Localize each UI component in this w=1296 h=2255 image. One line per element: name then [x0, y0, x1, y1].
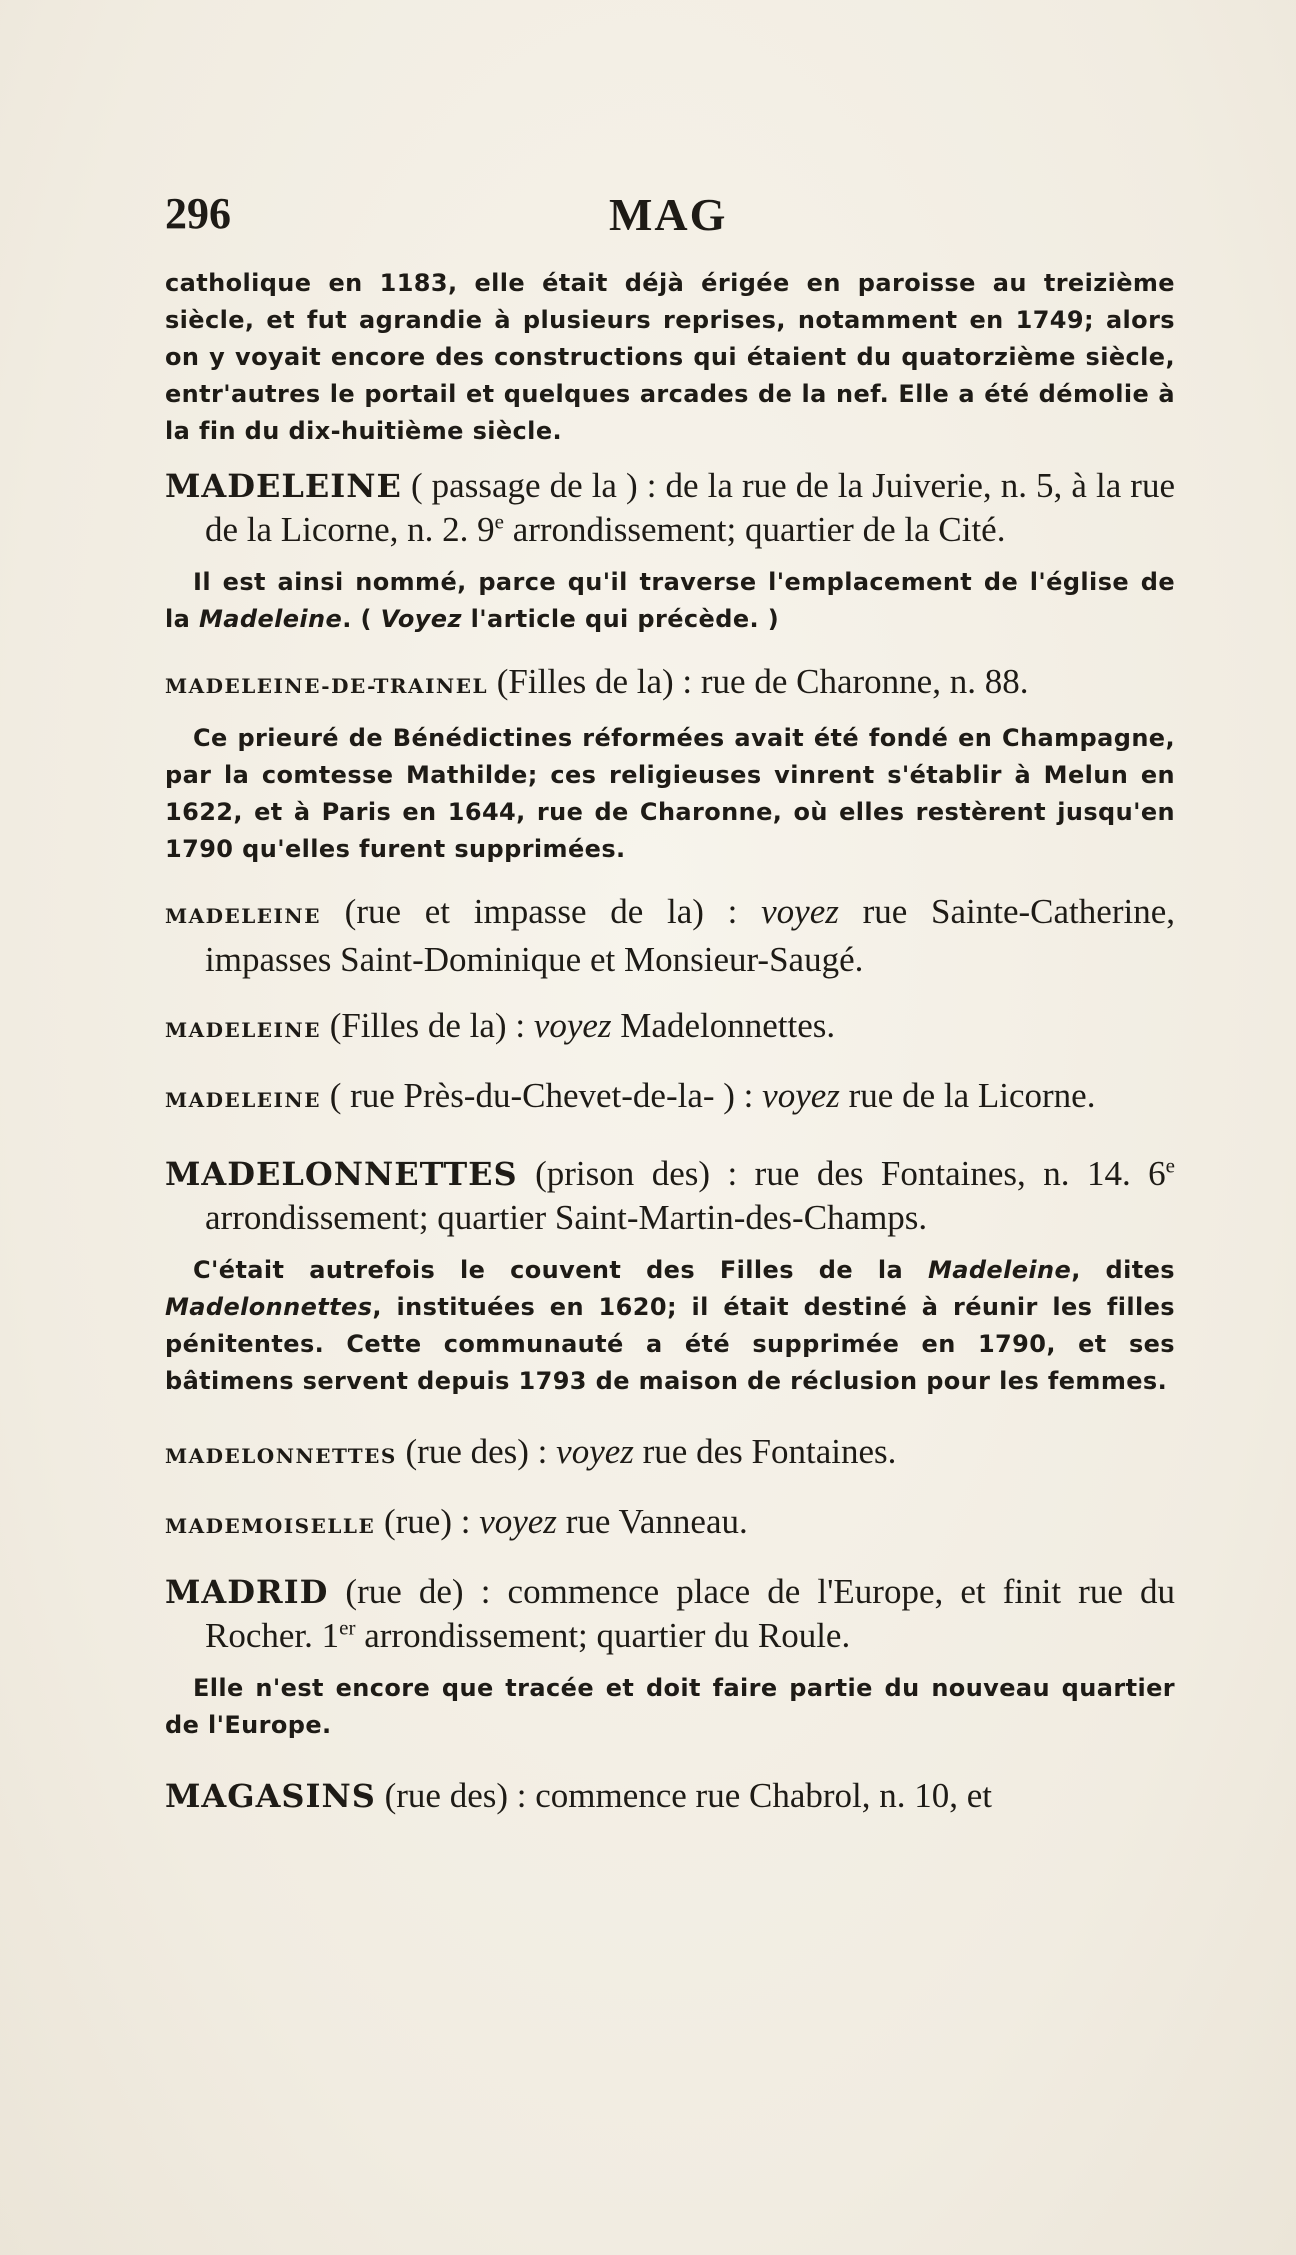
entry-text: (rue des) : commence rue Chabrol, n. 10, et [375, 1776, 993, 1815]
page-header [165, 188, 1165, 248]
note-text: . ( [342, 605, 381, 633]
note-italic: Madeleine [927, 1256, 1072, 1284]
entry-headword: MADELEINE [165, 1088, 321, 1112]
entry-text: (rue et impasse de la) : [320, 892, 762, 931]
entry-text-cont: rue de la Licorne. [839, 1076, 1096, 1115]
note-text: l'article qui précède. ) [461, 605, 780, 633]
entry-madrid [165, 1570, 1175, 1658]
entry-superscript: e [1165, 1153, 1175, 1178]
entry-text: (rue des) : [396, 1432, 557, 1471]
entry-superscript: er [339, 1615, 356, 1640]
running-head: MAG [609, 189, 728, 240]
entry-italic: voyez [556, 1432, 634, 1471]
note-italic: Voyez [380, 605, 462, 633]
entry-note [165, 1252, 1175, 1400]
entry-note: Elle n'est encore que tracée et doit faire partie du nouveau quartier de l'Europe. [165, 1674, 1175, 1739]
entry-italic: voyez [479, 1502, 557, 1541]
entry-note [165, 564, 1175, 638]
entry-text: (prison des) : rue des Fontaines, n. 14. 6 [517, 1154, 1166, 1193]
entry-italic: voyez [761, 892, 839, 931]
entry-mademoiselle [165, 1500, 1175, 1548]
note-text: C'était autrefois le couvent des Filles de la [193, 1256, 928, 1284]
entry-note: Ce prieuré de Bénédictines réformées avait été fondé en Champagne, par la comtesse Mathilde; ces religieuses vinrent s'établir à Melun en 1622, et à Paris en 1644, rue de Charonne, où elles restèrent jusqu'en 1790 qu'elles furent supprimées. [165, 724, 1175, 863]
entry-superscript: e [494, 509, 504, 534]
note-text: , instituées en 1620; il était destiné à réunir les filles pénitentes. Cette communauté a été supprimée en 1790, et ses bâtimens servent depuis 1793 de maison de réclusion pour les femmes. [165, 1293, 1175, 1395]
entry-text-cont: rue des Fontaines. [633, 1432, 897, 1471]
entry-headword: MADELONNETTES [165, 1155, 518, 1193]
entry-text: (rue) : [375, 1502, 480, 1541]
intro-paragraph: catholique en 1183, elle était déjà érigée en paroisse au treizième siècle, et fut agrandie à plusieurs reprises, notamment en 1749; alors on y voyait encore des constructions qui étaient du quatorzième siècle, entr'autres le portail et quelques arcades de la nef. Elle a été démolie à la fin du dix-huitième siècle. [165, 269, 1175, 445]
entry-madelonnettes-prison [165, 1152, 1175, 1240]
entry-text-cont: arrondissement; quartier de la Cité. [503, 510, 1006, 549]
page-number: 296 [165, 189, 231, 238]
entry-madeleine-filles [165, 1004, 1175, 1052]
entry-madeleine-passage [165, 464, 1175, 552]
entry-text-cont: Madelonnettes. [611, 1006, 836, 1045]
entry-madeleine-pres-du-chevet [165, 1074, 1175, 1122]
entry-headword: MADELEINE [165, 467, 402, 505]
entry-madeleine-rue-impasse [165, 890, 1175, 982]
entry-headword: MADRID [165, 1573, 329, 1611]
entry-text: (Filles de la) : rue de Charonne, n. 88. [488, 662, 1029, 701]
entry-headword: MADELEINE [165, 1018, 321, 1042]
entry-madelonnettes-rue [165, 1430, 1175, 1478]
entry-headword: MADELEINE-DE-TRAINEL [165, 674, 489, 698]
entry-text: (Filles de la) : [320, 1006, 534, 1045]
page-body [165, 265, 1175, 1818]
note-italic: Madelonnettes [165, 1293, 373, 1321]
entry-text: (rue de) : commence place de l'Europe, et finit rue du Rocher. 1 [205, 1572, 1175, 1655]
note-text: , dites [1071, 1256, 1175, 1284]
entry-text: ( rue Près-du-Chevet-de-la- ) : [320, 1076, 763, 1115]
entry-headword: MAGASINS [165, 1777, 376, 1815]
entry-text: ( passage de la ) : de la rue de la Juiverie, n. 5, à la rue de la Licorne, n. 2. 9 [205, 466, 1175, 549]
entry-italic: voyez [533, 1006, 612, 1045]
note-text: Il est ainsi nommé, parce qu'il traverse l'emplacement de l'église de la [165, 568, 1175, 633]
note-italic: Madeleine [198, 605, 343, 633]
entry-text-cont: arrondissement; quartier du Roule. [355, 1616, 851, 1655]
entry-madeleine-de-trainel [165, 660, 1175, 708]
entry-headword: MADELEINE [165, 904, 321, 928]
entry-headword: MADELONNETTES [165, 1444, 397, 1468]
entry-text-cont: rue Sainte-Catherine, impasses Saint-Dominique et Monsieur-Saugé. [205, 892, 1175, 979]
entry-italic: voyez [762, 1076, 840, 1115]
entry-headword: MADEMOISELLE [165, 1514, 376, 1538]
entry-text-cont: rue Vanneau. [556, 1502, 748, 1541]
entry-text-cont: arrondissement; quartier Saint-Martin-des-Champs. [205, 1198, 928, 1237]
entry-magasins [165, 1774, 1175, 1818]
